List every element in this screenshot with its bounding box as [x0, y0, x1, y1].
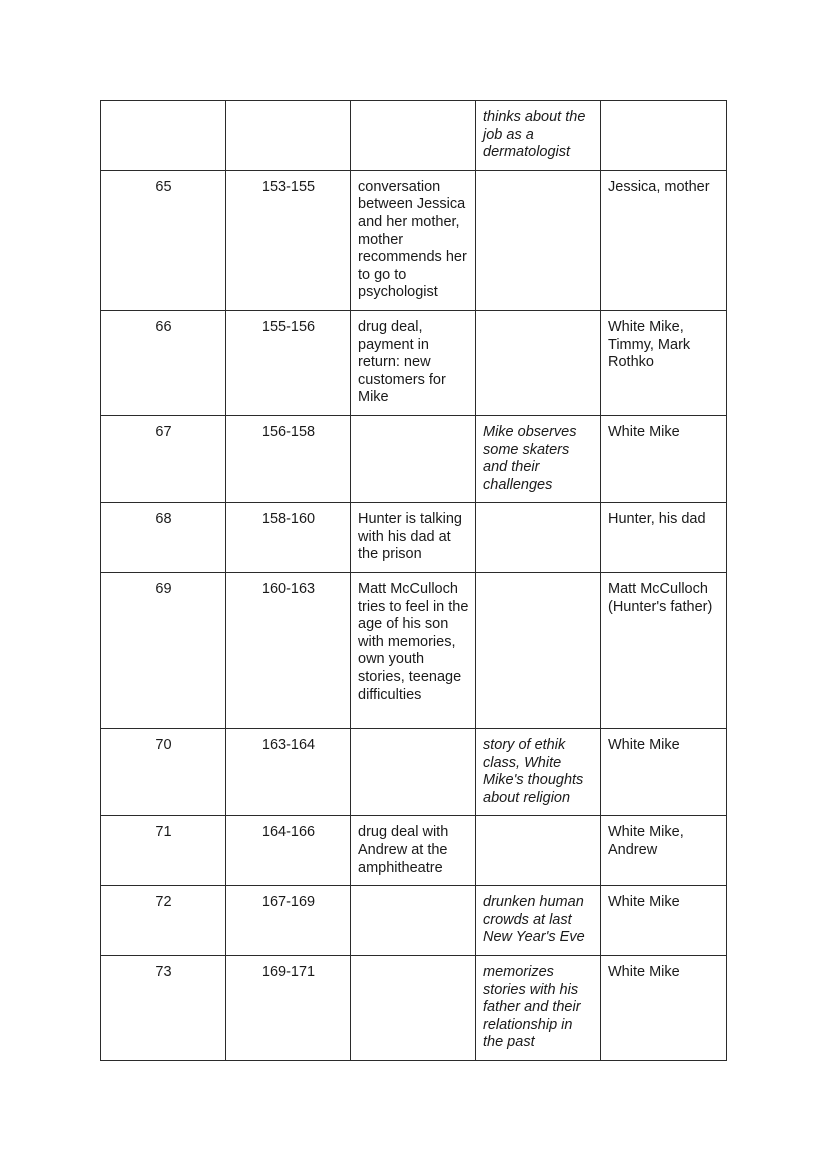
table-row	[101, 503, 727, 573]
characters-cell: Hunter, his dad	[601, 503, 727, 573]
chapter-cell: 67	[101, 415, 226, 502]
pages-cell: 160-163	[226, 573, 351, 729]
chapter-cell: 69	[101, 573, 226, 729]
dialogue-cell	[351, 729, 476, 816]
pages-cell: 164-166	[226, 816, 351, 886]
description-cell: Mike observes some skaters and their challenges	[476, 415, 601, 502]
table-row	[101, 886, 727, 956]
pages-cell: 155-156	[226, 310, 351, 415]
characters-cell: White Mike	[601, 956, 727, 1061]
characters-cell: White Mike	[601, 729, 727, 816]
pages-cell: 158-160	[226, 503, 351, 573]
pages-cell	[226, 101, 351, 171]
pages-cell: 169-171	[226, 956, 351, 1061]
table-row	[101, 415, 727, 502]
characters-cell: Jessica, mother	[601, 170, 727, 310]
table-row	[101, 101, 727, 171]
description-cell: story of ethik class, White Mike's thoughts about religion	[476, 729, 601, 816]
chapter-table	[100, 100, 727, 1061]
dialogue-cell: drug deal, payment in return: new customers for Mike	[351, 310, 476, 415]
dialogue-cell	[351, 886, 476, 956]
pages-cell: 156-158	[226, 415, 351, 502]
dialogue-cell	[351, 101, 476, 171]
characters-cell: White Mike, Timmy, Mark Rothko	[601, 310, 727, 415]
table-row	[101, 956, 727, 1061]
description-cell	[476, 503, 601, 573]
description-cell	[476, 310, 601, 415]
dialogue-cell	[351, 415, 476, 502]
characters-cell	[601, 101, 727, 171]
table-row	[101, 573, 727, 729]
pages-cell: 163-164	[226, 729, 351, 816]
description-cell	[476, 816, 601, 886]
description-cell	[476, 573, 601, 729]
dialogue-cell: Matt McCulloch tries to feel in the age of his son with memories, own youth stories, teenage difficulties	[351, 573, 476, 729]
characters-cell: White Mike, Andrew	[601, 816, 727, 886]
table-row	[101, 310, 727, 415]
description-cell: drunken human crowds at last New Year's Eve	[476, 886, 601, 956]
description-cell: thinks about the job as a dermatologist	[476, 101, 601, 171]
chapter-cell: 65	[101, 170, 226, 310]
table-row	[101, 816, 727, 886]
chapter-cell: 66	[101, 310, 226, 415]
dialogue-cell: Hunter is talking with his dad at the prison	[351, 503, 476, 573]
characters-cell: Matt McCulloch (Hunter's father)	[601, 573, 727, 729]
chapter-cell: 68	[101, 503, 226, 573]
pages-cell: 167-169	[226, 886, 351, 956]
chapter-cell: 73	[101, 956, 226, 1061]
description-cell	[476, 170, 601, 310]
characters-cell: White Mike	[601, 415, 727, 502]
chapter-cell: 71	[101, 816, 226, 886]
description-cell: memorizes stories with his father and their relationship in the past	[476, 956, 601, 1061]
dialogue-cell	[351, 956, 476, 1061]
characters-cell: White Mike	[601, 886, 727, 956]
chapter-cell: 72	[101, 886, 226, 956]
dialogue-cell: drug deal with Andrew at the amphitheatre	[351, 816, 476, 886]
pages-cell: 153-155	[226, 170, 351, 310]
chapter-cell: 70	[101, 729, 226, 816]
dialogue-cell: conversation between Jessica and her mother, mother recommends her to go to psychologist	[351, 170, 476, 310]
chapter-cell	[101, 101, 226, 171]
table-row	[101, 170, 727, 310]
table-row	[101, 729, 727, 816]
